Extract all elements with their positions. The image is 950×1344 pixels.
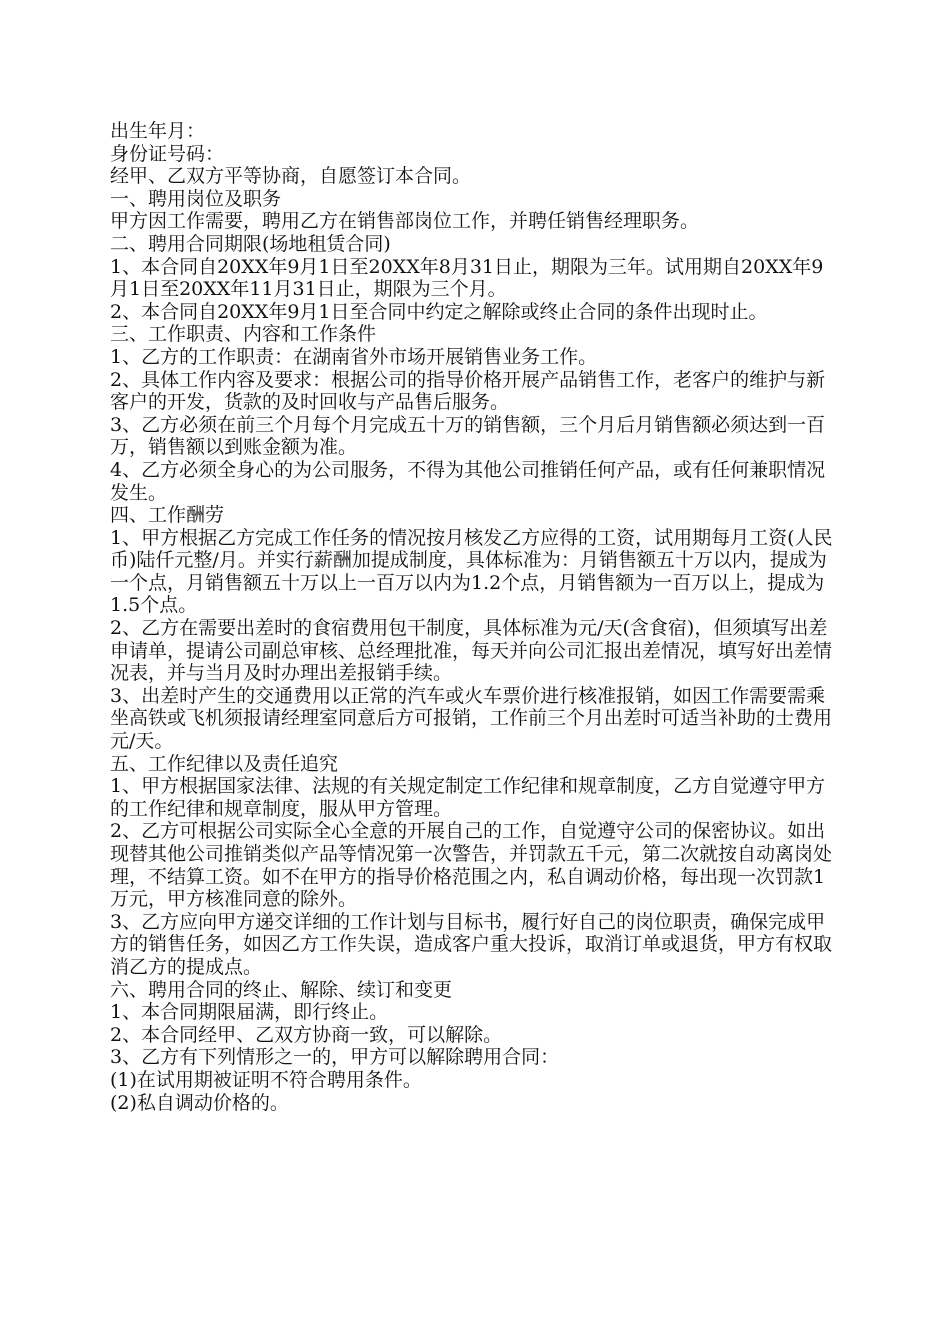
paragraph-discipline-2: 2、乙方可根据公司实际全心全意的开展自己的工作，自觉遵守公司的保密协议。如出现替其他公司推销类似产品等情况第一次警告，并罚款五千元，第二次就按自动离岗处理，不结算工资。如不在甲方的指导价格范围之内，私自调动价格，每出现一次罚款1万元，甲方核准同意的除外。: [110, 820, 833, 911]
paragraph-pay-3: 3、出差时产生的交通费用以正常的汽车或火车票价进行核准报销，如因工作需要需乘坐高铁或飞机须报请经理室同意后方可报销，工作前三个月出差时可适当补助的士费用元/天。: [110, 684, 833, 753]
heading-section-4: 四、工作酬劳: [110, 504, 225, 527]
paragraph-duty-2: 2、具体工作内容及要求：根据公司的指导价格开展产品销售工作，老客户的维护与新客户的开发，货款的及时回收与产品售后服务。: [110, 368, 826, 414]
paragraph-duty-1: 1、乙方的工作职责：在湖南省外市场开展销售业务工作。: [110, 345, 598, 368]
paragraph-term-1: 1、本合同自20XX年9月1日至20XX年8月31日止，期限为三年。试用期自20XX年9月1日至20XX年11月31日止，期限为三个月。: [110, 255, 824, 301]
list-item-probation: (1)在试用期被证明不符合聘用条件。: [110, 1068, 422, 1091]
paragraph-duty-4: 4、乙方必须全身心的为公司服务，不得为其他公司推销任何产品，或有任何兼职情况发生。: [110, 458, 826, 504]
contract-body: [110, 120, 840, 1114]
paragraph-discipline-3: 3、乙方应向甲方递交详细的工作计划与目标书，履行好自己的岗位职责，确保完成甲方的销售任务，如因乙方工作失误，造成客户重大投诉，取消订单或退货，甲方有权取消乙方的提成点。: [110, 910, 833, 978]
heading-section-1: 一、聘用岗位及职务: [110, 187, 282, 210]
paragraph-termination-2: 2、本合同经甲、乙双方协商一致，可以解除。: [110, 1023, 503, 1046]
paragraph-term-2: 2、本合同自20XX年9月1日至合同中约定之解除或终止合同的条件出现时止。: [110, 300, 768, 323]
heading-section-3: 三、工作职责、内容和工作条件: [110, 323, 377, 346]
heading-section-2: 二、聘用合同期限(场地租赁合同): [110, 232, 391, 255]
paragraph-termination-3: 3、乙方有下列情形之一的，甲方可以解除聘用合同：: [110, 1046, 560, 1069]
list-item-price-change: (2)私自调动价格的。: [110, 1091, 289, 1114]
paragraph-position: 甲方因工作需要，聘用乙方在销售部岗位工作，并聘任销售经理职务。: [110, 210, 700, 233]
paragraph-agreement: 经甲、乙双方平等协商，自愿签订本合同。: [110, 165, 472, 188]
heading-section-6: 六、聘用合同的终止、解除、续订和变更: [110, 978, 453, 1001]
paragraph-duty-3: 3、乙方必须在前三个月每个月完成五十万的销售额，三个月后月销售额必须达到一百万，销售额以到账金额为准。: [110, 413, 826, 459]
paragraph-id-number: 身份证号码：: [110, 142, 225, 165]
paragraph-pay-2: 2、乙方在需要出差时的食宿费用包干制度，具体标准为元/天(含食宿)，但须填写出差申请单，提请公司副总审核、总经理批准，每天并向公司汇报出差情况，填写好出差情况表，并与当月及时办理出差报销手续。: [110, 617, 833, 685]
paragraph-pay-1: 1、甲方根据乙方完成工作任务的情况按月核发乙方应得的工资，试用期每月工资(人民币)陆仟元整/月。并实行薪酬加提成制度，具体标准为：月销售额五十万以内，提成为一个点，月销售额五十万以上一百万以内为1.2个点，月销售额为一百万以上，提成为1.5个点。: [110, 526, 833, 617]
heading-section-5: 五、工作纪律以及责任追究: [110, 752, 339, 775]
paragraph-discipline-1: 1、甲方根据国家法律、法规的有关规定制定工作纪律和规章制度，乙方自觉遵守甲方的工作纪律和规章制度，服从甲方管理。: [110, 775, 826, 820]
paragraph-termination-1: 1、本合同期限届满，即行终止。: [110, 1001, 389, 1024]
paragraph-birth-date: 出生年月：: [110, 120, 206, 142]
